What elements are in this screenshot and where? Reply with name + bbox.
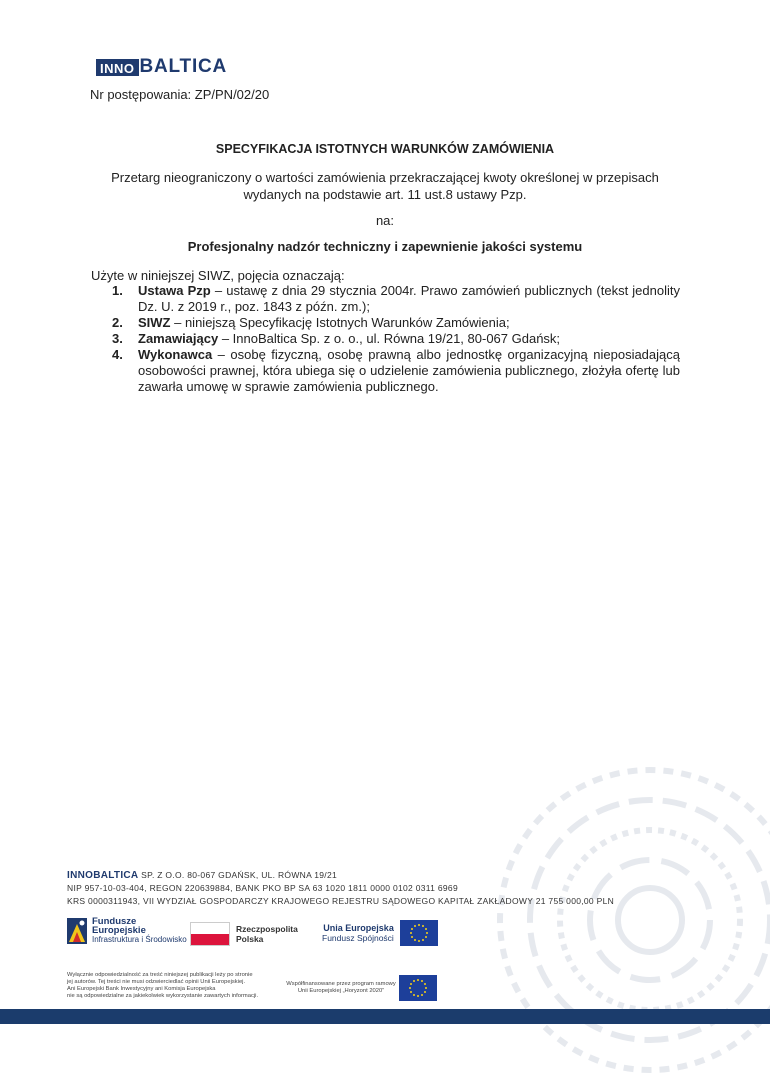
logo-inno-box: INNO [96, 59, 139, 76]
definition-description: – osobę fizyczną, osobę prawną albo jednostkę organizacyjną nieposiadającą osobowości prawnej, która ubiega się o udzielenie zamówienia publicznego, złożyła ofertę lub zawarła umowę w sprawie zamówienia publicznego. [138, 347, 680, 394]
definition-number: 4. [112, 347, 123, 362]
horizon-cofunding-note [285, 981, 397, 995]
definition-number: 2. [112, 315, 123, 330]
fe-line2: Europejskie [92, 925, 146, 936]
definition-item [112, 283, 680, 315]
disclaimer-line: jej autorów. Tej treści nie musi odzwierciedlać opinii Unii Europejskiej. [67, 979, 246, 985]
fe-line1: Fundusze [92, 916, 137, 927]
eu-disclaimer [67, 972, 287, 1000]
definition-item [112, 315, 680, 331]
definition-term: Wykonawca [138, 347, 213, 362]
fe-line3: Infrastruktura i Środowisko [92, 935, 187, 944]
definitions-lead: Użyte w niniejszej SIWZ, pojęcia oznaczają: [91, 268, 345, 283]
cofund-line: Współfinansowane przez program ramowy [286, 981, 396, 987]
cofund-line: Unii Europejskiej „Horyzont 2020” [297, 988, 385, 994]
disclaimer-line: Ani Europejski Bank Inwestycyjny ani Komisja Europejska [67, 986, 216, 992]
definition-description: – niniejszą Specyfikację Istotnych Warunków Zamówienia; [170, 315, 510, 330]
pl-line2: Polska [236, 934, 264, 944]
definition-description: – InnoBaltica Sp. z o. o., ul. Równa 19/21, 80-067 Gdańsk; [218, 331, 561, 346]
company-address: SP. Z O.O. 80-067 GDAŃSK, UL. RÓWNA 19/21 [138, 870, 338, 880]
logo-baltica-text: BALTICA [139, 56, 228, 77]
polish-flag-icon [190, 922, 230, 946]
na-label: na: [375, 213, 395, 228]
company-krs: KRS 0000311943, VII WYDZIAŁ GOSPODARCZY KRAJOWEGO REJESTRU SĄDOWEGO KAPITAŁ ZAKŁADOWY 21 755 000,00 PLN [67, 896, 615, 906]
fe-star-icon [67, 918, 87, 944]
circuit-decoration-icon [490, 760, 770, 1080]
definitions-list [112, 283, 680, 395]
disclaimer-line: nie są odpowiedzialne za jakiekolwiek wykorzystanie zawartych informacji. [67, 993, 259, 999]
unia-europejska-logo [322, 920, 438, 946]
company-info [67, 869, 614, 908]
eu-flag-icon [399, 975, 437, 1001]
company-registration: NIP 957-10-03-404, REGON 220639884, BANK PKO BP SA 63 1020 1811 0000 0102 0311 6969 [67, 883, 458, 893]
intro-paragraph: Przetarg nieograniczony o wartości zamówienia przekraczającej kwoty określonej w przepisach wydanych na podstawie art. 11 ust.8 ustawy Pzp. [111, 170, 659, 202]
eu-line2: Fundusz Spójności [322, 933, 394, 943]
eu-line1: Unia Europejska [323, 923, 394, 933]
document-title: SPECYFIKACJA ISTOTNYCH WARUNKÓW ZAMÓWIENIA [215, 142, 555, 156]
rzeczpospolita-polska-logo [190, 922, 298, 946]
definition-term: Ustawa Pzp [138, 283, 211, 298]
definition-description: – ustawę z dnia 29 stycznia 2004r. Prawo zamówień publicznych (tekst jednolity Dz. U. z 2019 r., poz. 1843 z późn. zm.); [138, 283, 680, 314]
eu-flag-icon [400, 920, 438, 946]
definition-term: SIWZ [138, 315, 171, 330]
definition-number: 1. [112, 283, 123, 298]
fundusze-europejskie-logo [67, 917, 187, 944]
company-brand: INNOBALTICA [67, 870, 139, 881]
definition-item [112, 331, 680, 347]
innobaltica-logo [96, 57, 227, 77]
definition-number: 3. [112, 331, 123, 346]
disclaimer-line: Wyłącznie odpowiedzialność za treść niniejszej publikacji leży po stronie [67, 972, 253, 978]
footer-bar [0, 1009, 770, 1024]
pl-line1: Rzeczpospolita [236, 924, 298, 934]
definition-term: Zamawiający [138, 331, 219, 346]
procedure-number: Nr postępowania: ZP/PN/02/20 [90, 87, 270, 102]
subject-title: Profesjonalny nadzór techniczny i zapewnienie jakości systemu [187, 239, 583, 254]
definition-item [112, 347, 680, 395]
